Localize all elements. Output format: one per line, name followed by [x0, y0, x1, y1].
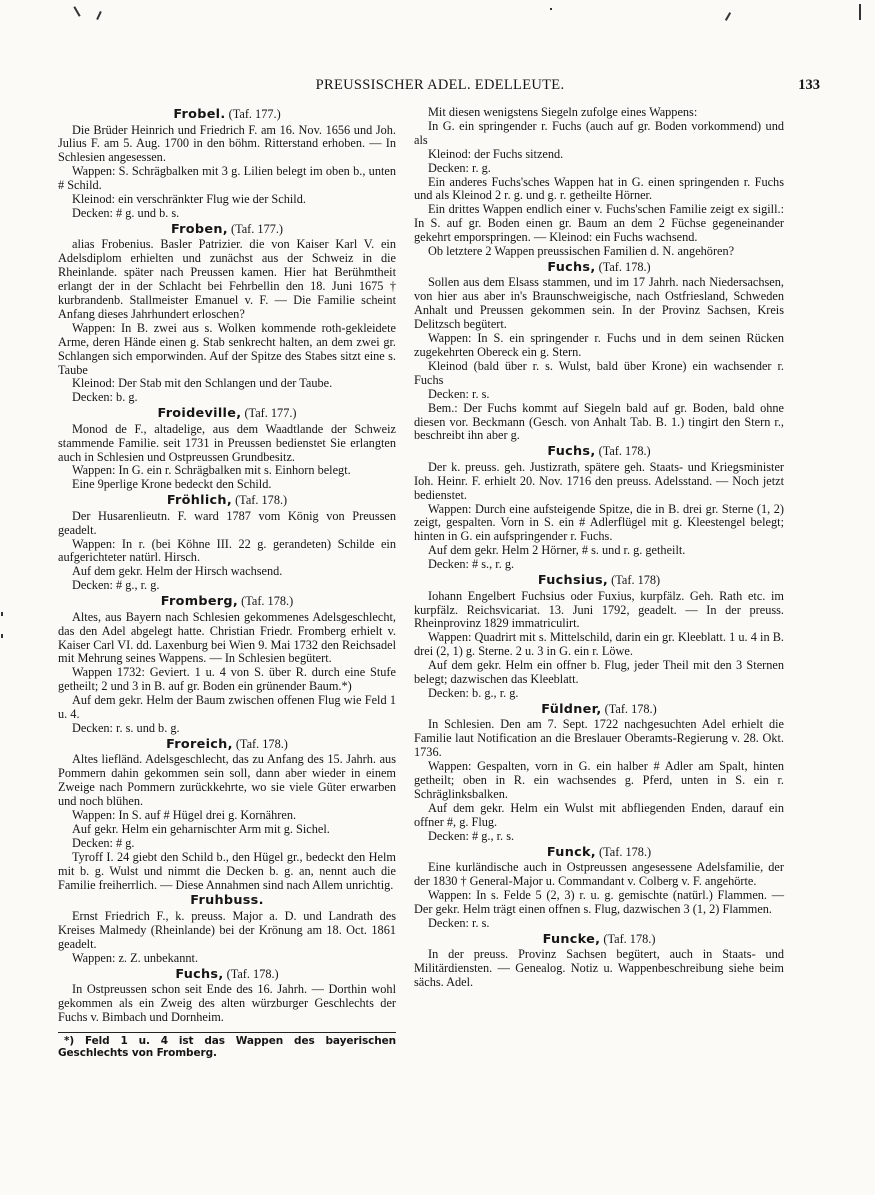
entry-plate-ref: (Taf. 177.)	[228, 107, 281, 121]
entry-paragraph: Wappen: In s. Felde 5 (2, 3) r. u. g. gemischte (natürl.) Flammen. — Der gekr. Helm trägt einen offnen s. Flug, dazwischen 3 (1, 2) Flammen.	[414, 887, 784, 916]
entry-name: Froben,	[170, 221, 228, 237]
entry	[58, 222, 396, 405]
entry-paragraph: Wappen: In S. auf # Hügel drei g. Kornähren.	[72, 807, 297, 822]
entry-paragraph: Sollen aus dem Elsass stammen, und im 17 Jahrh. nach Niedersachsen, von hier aus aber in's Braunschweigische, nach Ostfriesland, Schweden Anhalt und Preussen gekommen sein. In der Provinz Sachsen, Kreis Delitzsch begütert.	[414, 275, 784, 332]
scan-mark-top-right	[725, 12, 731, 21]
entry-paragraph: Eine 9perlige Krone bedeckt den Schild.	[72, 477, 272, 492]
entry	[414, 260, 784, 443]
entry-name: Fuchs,	[547, 444, 596, 460]
scan-mark-left-edge-2	[1, 634, 3, 638]
entry-paragraph: Decken: b. g.	[72, 390, 138, 405]
entry-title	[58, 222, 396, 238]
scan-mark-left-edge	[1, 612, 3, 616]
entry-plate-ref: (Taf. 177.)	[244, 406, 297, 421]
entry-title	[414, 573, 784, 589]
entry-paragraph: Decken: # s., r. g.	[428, 557, 515, 572]
entry-title	[58, 406, 396, 422]
lead-paragraph: In G. ein springender r. Fuchs (auch auf gr. Boden vorkommend) und als	[414, 118, 784, 147]
entry-paragraph: Decken: b. g., r. g.	[428, 685, 519, 700]
entry-title	[414, 444, 784, 460]
entry	[58, 893, 396, 965]
entry-paragraph: Wappen: z. Z. unbekannt.	[72, 950, 199, 965]
entry-name: Froideville,	[157, 406, 242, 422]
lead-paragraph: Kleinod: der Fuchs sitzend.	[428, 146, 564, 161]
entry	[58, 594, 396, 736]
right-column-entries	[414, 260, 784, 990]
entry-paragraph: Altes, aus Bayern nach Schlesien gekommenes Adelsgeschlecht, das den Adel abgelegt hatte. Christian Friedr. Fromberg erhielt v. Kaiser Carl VI. dd. Laxenburg bei Wien 9. Mai 1732 den Reichsadel mit Mehrung seines Wappens. — In Schlesien begütert.	[58, 609, 396, 666]
entry-paragraph: Tyroff I. 24 giebt den Schild b., den Hügel gr., bedeckt den Helm mit b. g. Wulst und nimmt die Decken b. g. an, nennt auch die Familie freiherrlich. — Diese Annahmen sind nach Allem unrichtig.	[58, 849, 396, 892]
page-header	[60, 77, 820, 97]
entry-paragraph: Wappen: Durch eine aufsteigende Spitze, die in B. drei gr. Sterne (1, 2) zeigt, gespalten. Vorn in S. ein # Adlerflügel mit g. Kleestengel belegt; hinten in G. ein aufspringender r. Fuchs.	[414, 501, 784, 544]
entry-title	[58, 594, 396, 610]
right-column	[414, 106, 784, 991]
entry	[58, 493, 396, 593]
entry-paragraph: Altes liefländ. Adelsgeschlecht, das zu Anfang des 15. Jahrh. aus Pommern dahin gekommen sein soll, dann aber wieder in einem Zweige nach Pommern zurückkehrte, wo sie viele Güter erwarben und noch blühen.	[58, 752, 396, 809]
right-column-lead	[414, 106, 784, 259]
entry-paragraph: Die Brüder Heinrich und Friedrich F. am 16. Nov. 1656 und Joh. Julius F. am 5. Aug. 1700 in den böhm. Ritterstand erhoben. — In Schlesien angesessen.	[58, 122, 396, 165]
entry-title	[414, 845, 784, 861]
lead-paragraph: Ein anderes Fuchs'sches Wappen hat in G. einen springenden r. Fuchs und als Kleinod 2 r. g. und g. r. getheilte Hörner.	[414, 174, 784, 203]
entry-paragraph: Auf dem gekr. Helm der Baum zwischen offenen Flug wie Feld 1 u. 4.	[58, 693, 396, 722]
entry-paragraph: Auf dem gekr. Helm der Hirsch wachsend.	[72, 564, 283, 579]
entry	[414, 845, 784, 931]
entry	[414, 932, 784, 990]
entry-plate-ref: (Taf. 178.)	[235, 736, 288, 751]
entry-name: Fröhlich,	[166, 493, 232, 509]
entry-paragraph: Wappen 1732: Geviert. 1 u. 4 von S. über R. durch eine Stufe getheilt; 2 und 3 in B. auf gr. Boden ein grünender Baum.*)	[58, 665, 396, 694]
entry	[414, 702, 784, 844]
entry-paragraph: Der k. preuss. geh. Justizrath, spätere geh. Staats- und Kriegsminister Ioh. Heinr. F. erhielt 20. Nov. 1716 den preuss. Adelsstand. — Noch jetzt bedienstet.	[414, 459, 784, 502]
footnote-text: *) Feld 1 u. 4 ist das Wappen des bayerischen Geschlechts von Fromberg.	[58, 1034, 396, 1060]
entry-paragraph: Monod de F., altadelige, aus dem Waadtlande der Schweiz stammende Familie. seit 1731 in Preussen bedienstet Sie erlangten auch in Schlesien und Ostpreussen Grundbesitz.	[58, 421, 396, 464]
entry-name: Füldner,	[541, 701, 602, 717]
entry-title	[58, 493, 396, 509]
entry-paragraph: Der Husarenlieutn. F. ward 1787 vom König von Preussen geadelt.	[58, 508, 396, 537]
entry-paragraph: Auf dem gekr. Helm ein offner b. Flug, jeder Theil mit den 3 Sternen belegt; dazwischen das Kleeblatt.	[414, 658, 784, 687]
entry	[58, 737, 396, 893]
entry-paragraph: Decken: # g.	[72, 835, 135, 850]
entry-paragraph: Wappen: In B. zwei aus s. Wolken kommende roth-gekleidete Arme, deren Hände einen g. Stab senkrecht halten, an dem zwei gr. Schlangen sich emporwinden. Auf der Spitze des Stabes sitzt eine s. Taube	[58, 320, 396, 377]
lead-paragraph: Decken: r. g.	[428, 160, 491, 175]
entry-paragraph: Decken: # g., r. g.	[72, 578, 160, 593]
entry-plate-ref: (Taf. 178.)	[604, 701, 657, 716]
entry	[414, 444, 784, 572]
scan-mark-top-mid	[550, 8, 552, 10]
entry-title	[58, 967, 396, 983]
entry-paragraph: In Schlesien. Den am 7. Sept. 1722 nachgesuchten Adel erhielt die Familie laut Notification an die Breslauer Oberamts-Regierung v. 28. Okt. 1736.	[414, 717, 784, 760]
entry-title	[58, 893, 396, 909]
entry-plate-ref: (Taf. 178)	[611, 573, 661, 588]
footnote	[58, 1032, 396, 1060]
entry	[58, 107, 396, 221]
scan-mark-top-left	[73, 6, 80, 17]
entry-paragraph: Decken: # g. und b. s.	[72, 205, 180, 220]
entry-paragraph: Decken: r. s. und b. g.	[72, 720, 180, 735]
scan-mark-top-left-2	[96, 11, 102, 20]
entry-paragraph: Decken: r. s.	[428, 915, 490, 930]
entry-paragraph: Auf dem gekr. Helm 2 Hörner, # s. und r. g. getheilt.	[428, 543, 686, 558]
entry-paragraph: In Ostpreussen schon seit Ende des 16. Jahrh. — Dorthin wohl gekommen als ein Zweig des alten würzburger Geschlechts der Fuchs v. Bimbach und Dornheim.	[58, 982, 396, 1024]
entry-paragraph: Wappen: In S. ein springender r. Fuchs und in dem seinen Rücken zugekehrten Obereck ein g. Stern.	[414, 331, 784, 359]
entry-title	[414, 260, 784, 276]
lead-paragraph: Ein drittes Wappen endlich einer v. Fuchs'schen Familie zeigt ex sigill.: In S. auf gr. Boden einen gr. Baum an dem 2 Füchse gegeneinander gekehrt emporspringen. — Kleinod: ein Fuchs wachsend.	[414, 202, 784, 245]
entry-paragraph: Kleinod: Der Stab mit den Schlangen und der Taube.	[72, 376, 333, 391]
entry-name: Froreich,	[166, 736, 233, 752]
entry-title	[414, 932, 784, 948]
lead-paragraph: Ob letztere 2 Wappen preussischen Familien d. N. angehören?	[428, 244, 735, 259]
entry-paragraph: Wappen: Gespalten, vorn in G. ein halber # Adler am Spalt, hinten getheilt; oben in R. ein wachsendes g. Pferd, unten in S. ein r. Schräglinksbalken.	[414, 759, 784, 801]
left-column	[58, 106, 396, 1060]
entry-paragraph: Wappen: S. Schrägbalken mit 3 g. Lilien belegt im oben b., unten # Schild.	[58, 164, 396, 193]
entry-paragraph: Wappen: In r. (bei Köhne III. 22 g. gerandeten) Schilde ein aufgerichteter natürl. Hirsch.	[58, 536, 396, 565]
entry-title	[58, 737, 396, 753]
entry-paragraph: Kleinod (bald über r. s. Wulst, bald über Krone) ein wachsender r. Fuchs	[414, 358, 784, 387]
entry-paragraph: Eine kurländische auch in Ostpreussen angesessene Adelsfamilie, der der 1830 † General-Major u. Commandant v. Colberg v. F. angehörte.	[414, 860, 784, 888]
entry-name: Fuchs,	[547, 259, 596, 275]
entry-plate-ref: (Taf. 178.)	[603, 931, 656, 946]
entry-paragraph: Iohann Engelbert Fuchsius oder Fuxius, kurpfälz. Geh. Rath etc. im kurpfälz. Reichsvicariat. 13. Juni 1792, geadelt. — In der preuss. Rheinprovinz 1829 immatriculirt.	[414, 588, 784, 631]
entry-name: Fuchsius,	[537, 573, 609, 589]
page-number: 133	[798, 77, 820, 93]
entry-paragraph: Decken: # g., r. s.	[428, 828, 515, 843]
entry-name: Funcke,	[542, 931, 601, 947]
entry-paragraph: Kleinod: ein verschränkter Flug wie der Schild.	[72, 192, 306, 207]
entry-plate-ref: (Taf. 178.)	[241, 594, 294, 609]
entry	[414, 573, 784, 701]
entry-paragraph: Ernst Friedrich F., k. preuss. Major a. D. und Landrath des Kreises Malmedy (Rheinlande) bei der Krönung am 18. Oct. 1861 geadelt.	[58, 908, 396, 951]
entry-paragraph: Auf dem gekr. Helm ein Wulst mit abfliegenden Enden, darauf ein offner #, g. Flug.	[414, 800, 784, 829]
entry-plate-ref: (Taf. 178.)	[598, 444, 651, 459]
entry-title	[414, 702, 784, 718]
entry-paragraph: Auf gekr. Helm ein geharnischter Arm mit g. Sichel.	[72, 821, 330, 836]
entry-plate-ref: (Taf. 178.)	[598, 259, 651, 274]
lead-paragraph: Mit diesen wenigstens Siegeln zufolge eines Wappens:	[428, 105, 698, 119]
entry-name: Fromberg,	[160, 594, 239, 610]
entry-paragraph: In der preuss. Provinz Sachsen begütert, auch in Staats- und Militärdiensten. — Genealog. Notiz u. Wappenbeschreibung siehe beim sächs. Adel.	[414, 947, 784, 989]
entry-name: Funck,	[546, 844, 596, 860]
entry-name: Fuchs,	[175, 966, 224, 982]
entry-name: Fruhbuss.	[190, 893, 264, 909]
entry-paragraph: Wappen: In G. ein r. Schrägbalken mit s. Einhorn belegt.	[72, 463, 351, 478]
entry-plate-ref: (Taf. 178.)	[599, 844, 652, 859]
entry-paragraph: Wappen: Quadrirt mit s. Mittelschild, darin ein gr. Kleeblatt. 1 u. 4 in B. drei (2, 1) g. Sterne. 2 u. 3 in G. ein r. Löwe.	[414, 630, 784, 659]
running-title: PREUSSISCHER ADEL. EDELLEUTE.	[315, 77, 565, 93]
entry-title	[58, 107, 396, 123]
entry-name: Frobel.	[173, 107, 226, 122]
scan-mark-right-edge	[859, 4, 861, 20]
entry-paragraph: Bem.: Der Fuchs kommt auf Siegeln bald auf gr. Boden, bald ohne diesen vor. Beckmann (Gesch. von Anhalt Tab. B. 1.) tingirt den Stern r., beschreibt ihn aber g.	[414, 400, 784, 443]
entry-plate-ref: (Taf. 178.)	[235, 493, 288, 508]
entry-paragraph: alias Frobenius. Basler Patrizier. die von Kaiser Karl V. ein Adelsdiplom erhielten und zunächst aus der Schweiz in die Rheinlande. später nach Preussen kamen. Hier hat Berühmtheit erlangt der in der Schlacht bei Fehrbellin den 18. Juni 1675 † kurbrandenb. Stallmeister Emanuel v. F. — Die Familie scheint Anfang dieses Jahrhundert erloschen?	[58, 237, 396, 321]
entry-plate-ref: (Taf. 177.)	[230, 221, 284, 236]
entry	[58, 406, 396, 492]
entry	[58, 967, 396, 1025]
entry-paragraph: Decken: r. s.	[428, 386, 490, 401]
entry-plate-ref: (Taf. 178.)	[226, 966, 279, 981]
